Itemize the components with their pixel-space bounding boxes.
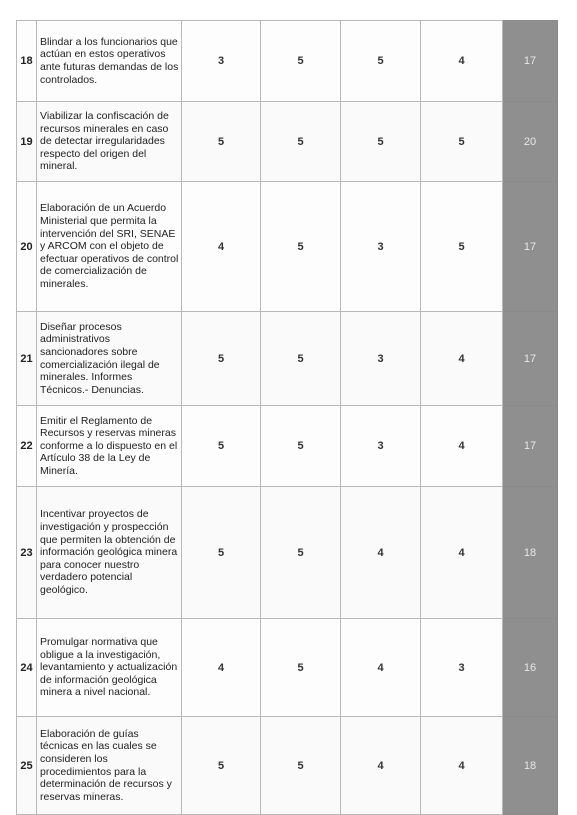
score-cell: 5 <box>182 487 261 619</box>
score-cell: 3 <box>341 406 421 487</box>
score-cell: 4 <box>341 717 421 815</box>
score-cell: 5 <box>182 717 261 815</box>
score-cell: 4 <box>341 487 421 619</box>
score-cell: 4 <box>182 619 261 717</box>
row-number: 24 <box>17 619 37 717</box>
total-cell: 17 <box>503 21 558 102</box>
score-cell: 4 <box>341 619 421 717</box>
score-cell: 5 <box>182 312 261 406</box>
row-description: Incentivar proyectos de investigación y prospección que permiten la obtención de información geológica minera para conocer nuestro verdadero potencial geológico. <box>37 487 182 619</box>
score-cell: 3 <box>182 21 261 102</box>
row-description: Promulgar normativa que obligue a la investigación, levantamiento y actualización de información geológica minera a nivel nacional. <box>37 619 182 717</box>
table-row <box>17 487 558 619</box>
row-description: Blindar a los funcionarios que actúan en estos operativos ante futuras demandas de los controlados. <box>37 21 182 102</box>
score-cell: 5 <box>421 102 503 182</box>
total-cell: 17 <box>503 406 558 487</box>
row-description: Elaboración de guías técnicas en las cuales se consideren los procedimientos para la determinación de recursos y reservas mineras. <box>37 717 182 815</box>
total-cell: 17 <box>503 182 558 312</box>
table-row <box>17 406 558 487</box>
row-number: 19 <box>17 102 37 182</box>
row-number: 25 <box>17 717 37 815</box>
score-cell: 3 <box>341 182 421 312</box>
total-cell: 16 <box>503 619 558 717</box>
score-cell: 5 <box>261 312 341 406</box>
row-number: 20 <box>17 182 37 312</box>
total-cell: 18 <box>503 717 558 815</box>
score-cell: 5 <box>261 21 341 102</box>
table-row <box>17 102 558 182</box>
score-cell: 4 <box>421 406 503 487</box>
score-cell: 5 <box>261 717 341 815</box>
score-cell: 4 <box>421 487 503 619</box>
score-cell: 4 <box>421 21 503 102</box>
score-cell: 5 <box>261 406 341 487</box>
table-row <box>17 619 558 717</box>
table-row <box>17 182 558 312</box>
row-number: 18 <box>17 21 37 102</box>
total-cell: 20 <box>503 102 558 182</box>
score-cell: 5 <box>261 619 341 717</box>
total-cell: 17 <box>503 312 558 406</box>
row-description: Emitir el Reglamento de Recursos y reservas mineras conforme a lo dispuesto en el Artículo 38 de la Ley de Minería. <box>37 406 182 487</box>
score-cell: 5 <box>341 21 421 102</box>
table-row <box>17 312 558 406</box>
score-cell: 5 <box>261 182 341 312</box>
score-cell: 5 <box>341 102 421 182</box>
row-description: Diseñar procesos administrativos sancionadores sobre comercialización ilegal de minerales. Informes Técnicos.- Denuncias. <box>37 312 182 406</box>
row-description: Elaboración de un Acuerdo Ministerial que permita la intervención del SRI, SENAE y ARCOM con el objeto de efectuar operativos de control de comercialización de minerales. <box>37 182 182 312</box>
total-cell: 18 <box>503 487 558 619</box>
table-row <box>17 717 558 815</box>
row-number: 22 <box>17 406 37 487</box>
score-cell: 3 <box>421 619 503 717</box>
score-cell: 4 <box>421 717 503 815</box>
score-cell: 4 <box>182 182 261 312</box>
document-page <box>16 20 557 814</box>
strategy-evaluation-table <box>16 20 558 815</box>
row-number: 23 <box>17 487 37 619</box>
score-cell: 5 <box>421 182 503 312</box>
row-description: Viabilizar la confiscación de recursos minerales en caso de detectar irregularidades respecto del origen del mineral. <box>37 102 182 182</box>
table-row <box>17 21 558 102</box>
score-cell: 5 <box>261 102 341 182</box>
row-number: 21 <box>17 312 37 406</box>
score-cell: 3 <box>341 312 421 406</box>
score-cell: 5 <box>261 487 341 619</box>
score-cell: 5 <box>182 406 261 487</box>
score-cell: 4 <box>421 312 503 406</box>
score-cell: 5 <box>182 102 261 182</box>
